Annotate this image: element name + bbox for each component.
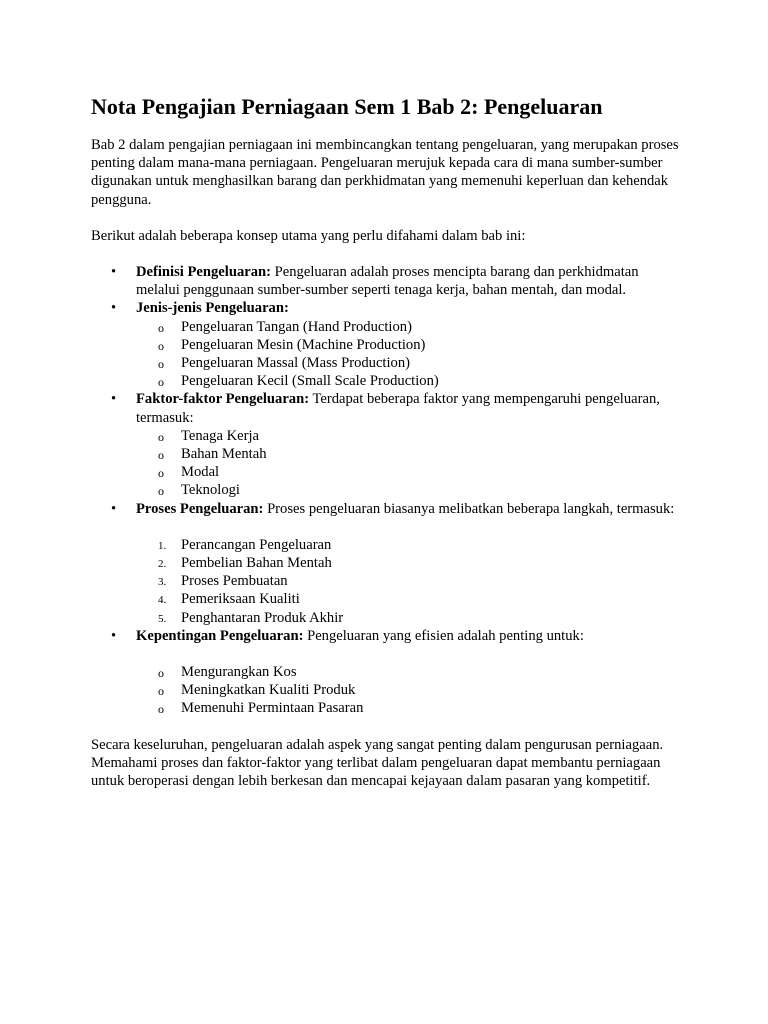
item-heading: Proses Pengeluaran:	[136, 500, 264, 517]
sub-item-text: Memenuhi Permintaan Pasaran	[181, 700, 364, 717]
circle-bullet-icon: o	[158, 338, 164, 353]
sub-item-text: Teknologi	[181, 482, 240, 499]
item-text: Pengeluaran yang efisien adalah penting untuk:	[303, 627, 584, 644]
step-text: Proses Pembuatan	[181, 573, 288, 590]
sub-item-text: Modal	[181, 464, 220, 481]
sub-list-item	[136, 372, 681, 390]
sub-list-item	[136, 354, 681, 372]
sub-list	[136, 318, 681, 391]
item-heading: Faktor-faktor Pengeluaran:	[136, 391, 310, 408]
sub-list	[136, 427, 681, 500]
item-text: Proses pengeluaran biasanya melibatkan beberapa langkah, termasuk:	[263, 500, 675, 517]
intro-paragraph: Bab 2 dalam pengajian perniagaan ini membincangkan tentang pengeluaran, yang merupakan proses penting dalam mana-mana perniagaan. Pengeluaran merujuk kepada cara di mana sumber-sumber digunakan untuk menghasilkan barang dan perkhidmatan yang memenuhi keperluan dan kehendak pengguna.	[91, 137, 679, 208]
list-item	[91, 500, 681, 627]
circle-bullet-icon: o	[158, 357, 164, 372]
step-text: Pembelian Bahan Mentah	[181, 555, 332, 572]
sub-list-item	[136, 427, 681, 445]
sub-list-item	[136, 481, 681, 499]
concept-list	[91, 263, 681, 718]
sub-item-text: Pengeluaran Tangan (Hand Production)	[181, 318, 412, 335]
sub-list-item	[136, 445, 681, 463]
sub-item-text: Bahan Mentah	[181, 446, 267, 463]
sub-item-text: Meningkatkan Kualiti Produk	[181, 682, 356, 699]
item-text: Pengeluaran adalah proses mencipta barang dan perkhidmatan melalui penggunaan sumber-sumber seperti tenaga kerja, bahan mentah, dan modal.	[136, 264, 639, 299]
bullet-icon: •	[111, 391, 117, 408]
bullet-icon: •	[111, 264, 117, 281]
circle-bullet-icon: o	[158, 666, 164, 681]
list-item	[91, 390, 681, 499]
sub-item-text: Pengeluaran Mesin (Machine Production)	[181, 336, 426, 353]
numbered-list-item	[136, 554, 681, 572]
step-number: 5.	[158, 612, 167, 625]
sub-list-item	[136, 663, 681, 681]
circle-bullet-icon: o	[158, 375, 164, 390]
item-heading: Jenis-jenis Pengeluaran:	[136, 300, 289, 317]
sub-list-item	[136, 318, 681, 336]
sub-item-text: Pengeluaran Kecil (Small Scale Production)	[181, 373, 439, 390]
step-number: 4.	[158, 594, 167, 607]
step-number: 1.	[158, 539, 167, 552]
bullet-icon: •	[111, 627, 117, 644]
sub-list	[136, 663, 681, 718]
circle-bullet-icon: o	[158, 320, 164, 335]
step-number: 3.	[158, 576, 167, 589]
item-heading: Definisi Pengeluaran:	[136, 264, 271, 281]
circle-bullet-icon: o	[158, 684, 164, 699]
sub-item-text: Pengeluaran Massal (Mass Production)	[181, 355, 410, 372]
sub-list-item	[136, 463, 681, 481]
sub-item-text: Mengurangkan Kos	[181, 664, 297, 681]
lead-paragraph: Berikut adalah beberapa konsep utama yang perlu difahami dalam bab ini:	[91, 227, 526, 244]
sub-item-text: Tenaga Kerja	[181, 427, 259, 444]
conclusion-paragraph: Secara keseluruhan, pengeluaran adalah aspek yang sangat penting dalam pengurusan perniagaan. Memahami proses dan faktor-faktor yang terlibat dalam pengeluaran dapat membantu perniagaan untuk beroperasi dengan lebih berkesan dan mencapai kejayaan dalam pasaran yang kompetitif.	[91, 736, 664, 790]
list-item	[91, 263, 681, 299]
list-item	[91, 299, 681, 390]
sub-list-item	[136, 681, 681, 699]
bullet-icon: •	[111, 300, 117, 317]
step-text: Penghantaran Produk Akhir	[181, 609, 344, 626]
sub-list-item	[136, 699, 681, 717]
numbered-list-item	[136, 572, 681, 590]
circle-bullet-icon: o	[158, 702, 164, 717]
step-text: Pemeriksaan Kualiti	[181, 591, 300, 608]
sub-list-item	[136, 336, 681, 354]
numbered-list-item	[136, 590, 681, 608]
numbered-list-item	[136, 609, 681, 627]
numbered-list-item	[136, 536, 681, 554]
circle-bullet-icon: o	[158, 448, 164, 463]
bullet-icon: •	[111, 500, 117, 517]
document-content	[91, 92, 681, 790]
document-title: Nota Pengajian Perniagaan Sem 1 Bab 2: Pengeluaran	[91, 94, 603, 119]
circle-bullet-icon: o	[158, 466, 164, 481]
step-number: 2.	[158, 558, 167, 571]
list-item	[91, 627, 681, 718]
numbered-list	[136, 536, 681, 627]
item-heading: Kepentingan Pengeluaran:	[136, 627, 304, 644]
circle-bullet-icon: o	[158, 429, 164, 444]
circle-bullet-icon: o	[158, 484, 164, 499]
item-text: Terdapat beberapa faktor yang mempengaruhi pengeluaran, termasuk:	[136, 391, 660, 426]
step-text: Perancangan Pengeluaran	[181, 536, 332, 553]
